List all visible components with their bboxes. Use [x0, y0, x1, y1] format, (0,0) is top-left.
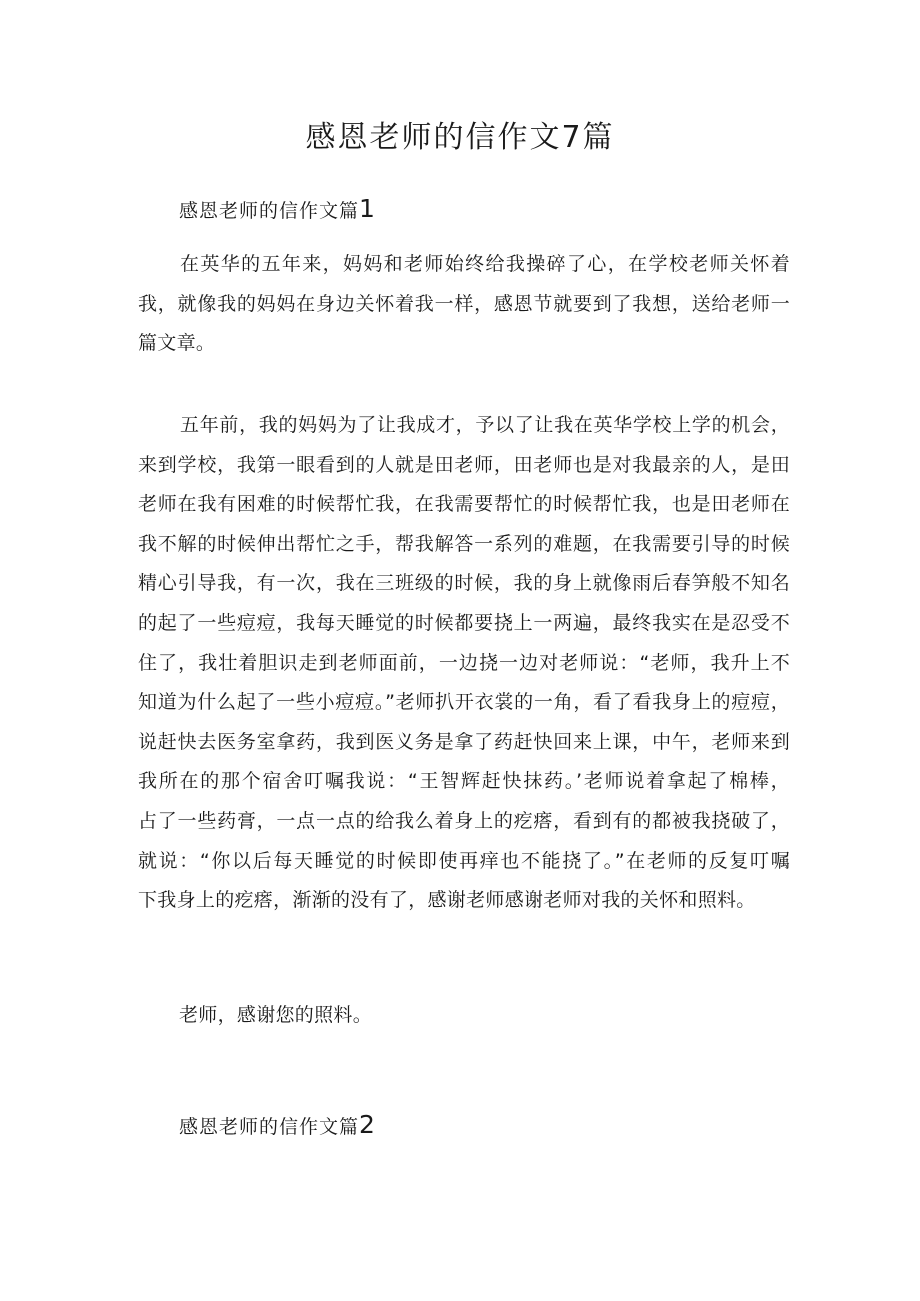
- paragraph-line: 老师在我有困难的时候帮忙我，在我需要帮忙的时候帮忙我，也是田老师在: [138, 493, 790, 516]
- paragraph-1: [138, 245, 790, 364]
- section-heading-1: [179, 194, 376, 226]
- paragraph-2: [138, 406, 790, 921]
- section-heading-number: 1: [359, 194, 376, 223]
- paragraph-line: 篇文章。: [138, 332, 216, 355]
- paragraph-line: 知道为什么起了一些小痘痘。”老师扒开衣裳的一角，看了看我身上的痘痘，: [138, 691, 790, 714]
- document-title: 感恩老师的信作文7篇: [305, 120, 615, 155]
- section-heading-text: 感恩老师的信作文篇: [179, 200, 360, 222]
- section-heading-text: 感恩老师的信作文篇: [179, 1116, 360, 1138]
- paragraph-line: 占了一些药膏，一点一点的给我么着身上的疙瘩，看到有的都被我挠破了，: [138, 809, 790, 832]
- paragraph-line: 精心引导我，有一次，我在三班级的时候，我的身上就像雨后春笋般不知名: [138, 572, 790, 595]
- section-heading-2: [179, 1110, 376, 1142]
- paragraph-line: 就说：“你以后每天睡觉的时候即使再痒也不能挠了。”在老师的反复叮嘱: [138, 849, 790, 872]
- paragraph-line: 我不解的时候伸出帮忙之手，帮我解答一系列的难题，在我需要引导的时候: [138, 532, 790, 555]
- section-heading-number: 2: [359, 1110, 376, 1139]
- paragraph-line: 我，就像我的妈妈在身边关怀着我一样，感恩节就要到了我想，送给老师一: [138, 292, 790, 315]
- paragraph-line: 说赶快去医务室拿药，我到医义务是拿了药赶快回来上课，中午，老师来到: [138, 730, 790, 753]
- paragraph-line: 我所在的那个宿舍叮嘱我说：“王智辉赶快抹药。’老师说着拿起了棉棒，: [138, 770, 790, 793]
- closing-line: 老师，感谢您的照料。: [179, 1004, 373, 1026]
- paragraph-line: 在英华的五年来，妈妈和老师始终给我操碎了心，在学校老师关怀着: [180, 253, 790, 275]
- paragraph-line: 的起了一些痘痘，我每天睡觉的时候都要挠上一两遍，最终我实在是忍受不: [138, 611, 790, 634]
- paragraph-line: 来到学校，我第一眼看到的人就是田老师，田老师也是对我最亲的人，是田: [138, 453, 790, 476]
- paragraph-line: 下我身上的疙瘩，渐渐的没有了，感谢老师感谢老师对我的关怀和照料。: [138, 889, 756, 912]
- paragraph-line: 住了，我壮着胆识走到老师面前，一边挠一边对老师说：“老师，我升上不: [138, 651, 790, 674]
- paragraph-line: 五年前，我的妈妈为了让我成才，予以了让我在英华学校上学的机会，: [180, 414, 790, 436]
